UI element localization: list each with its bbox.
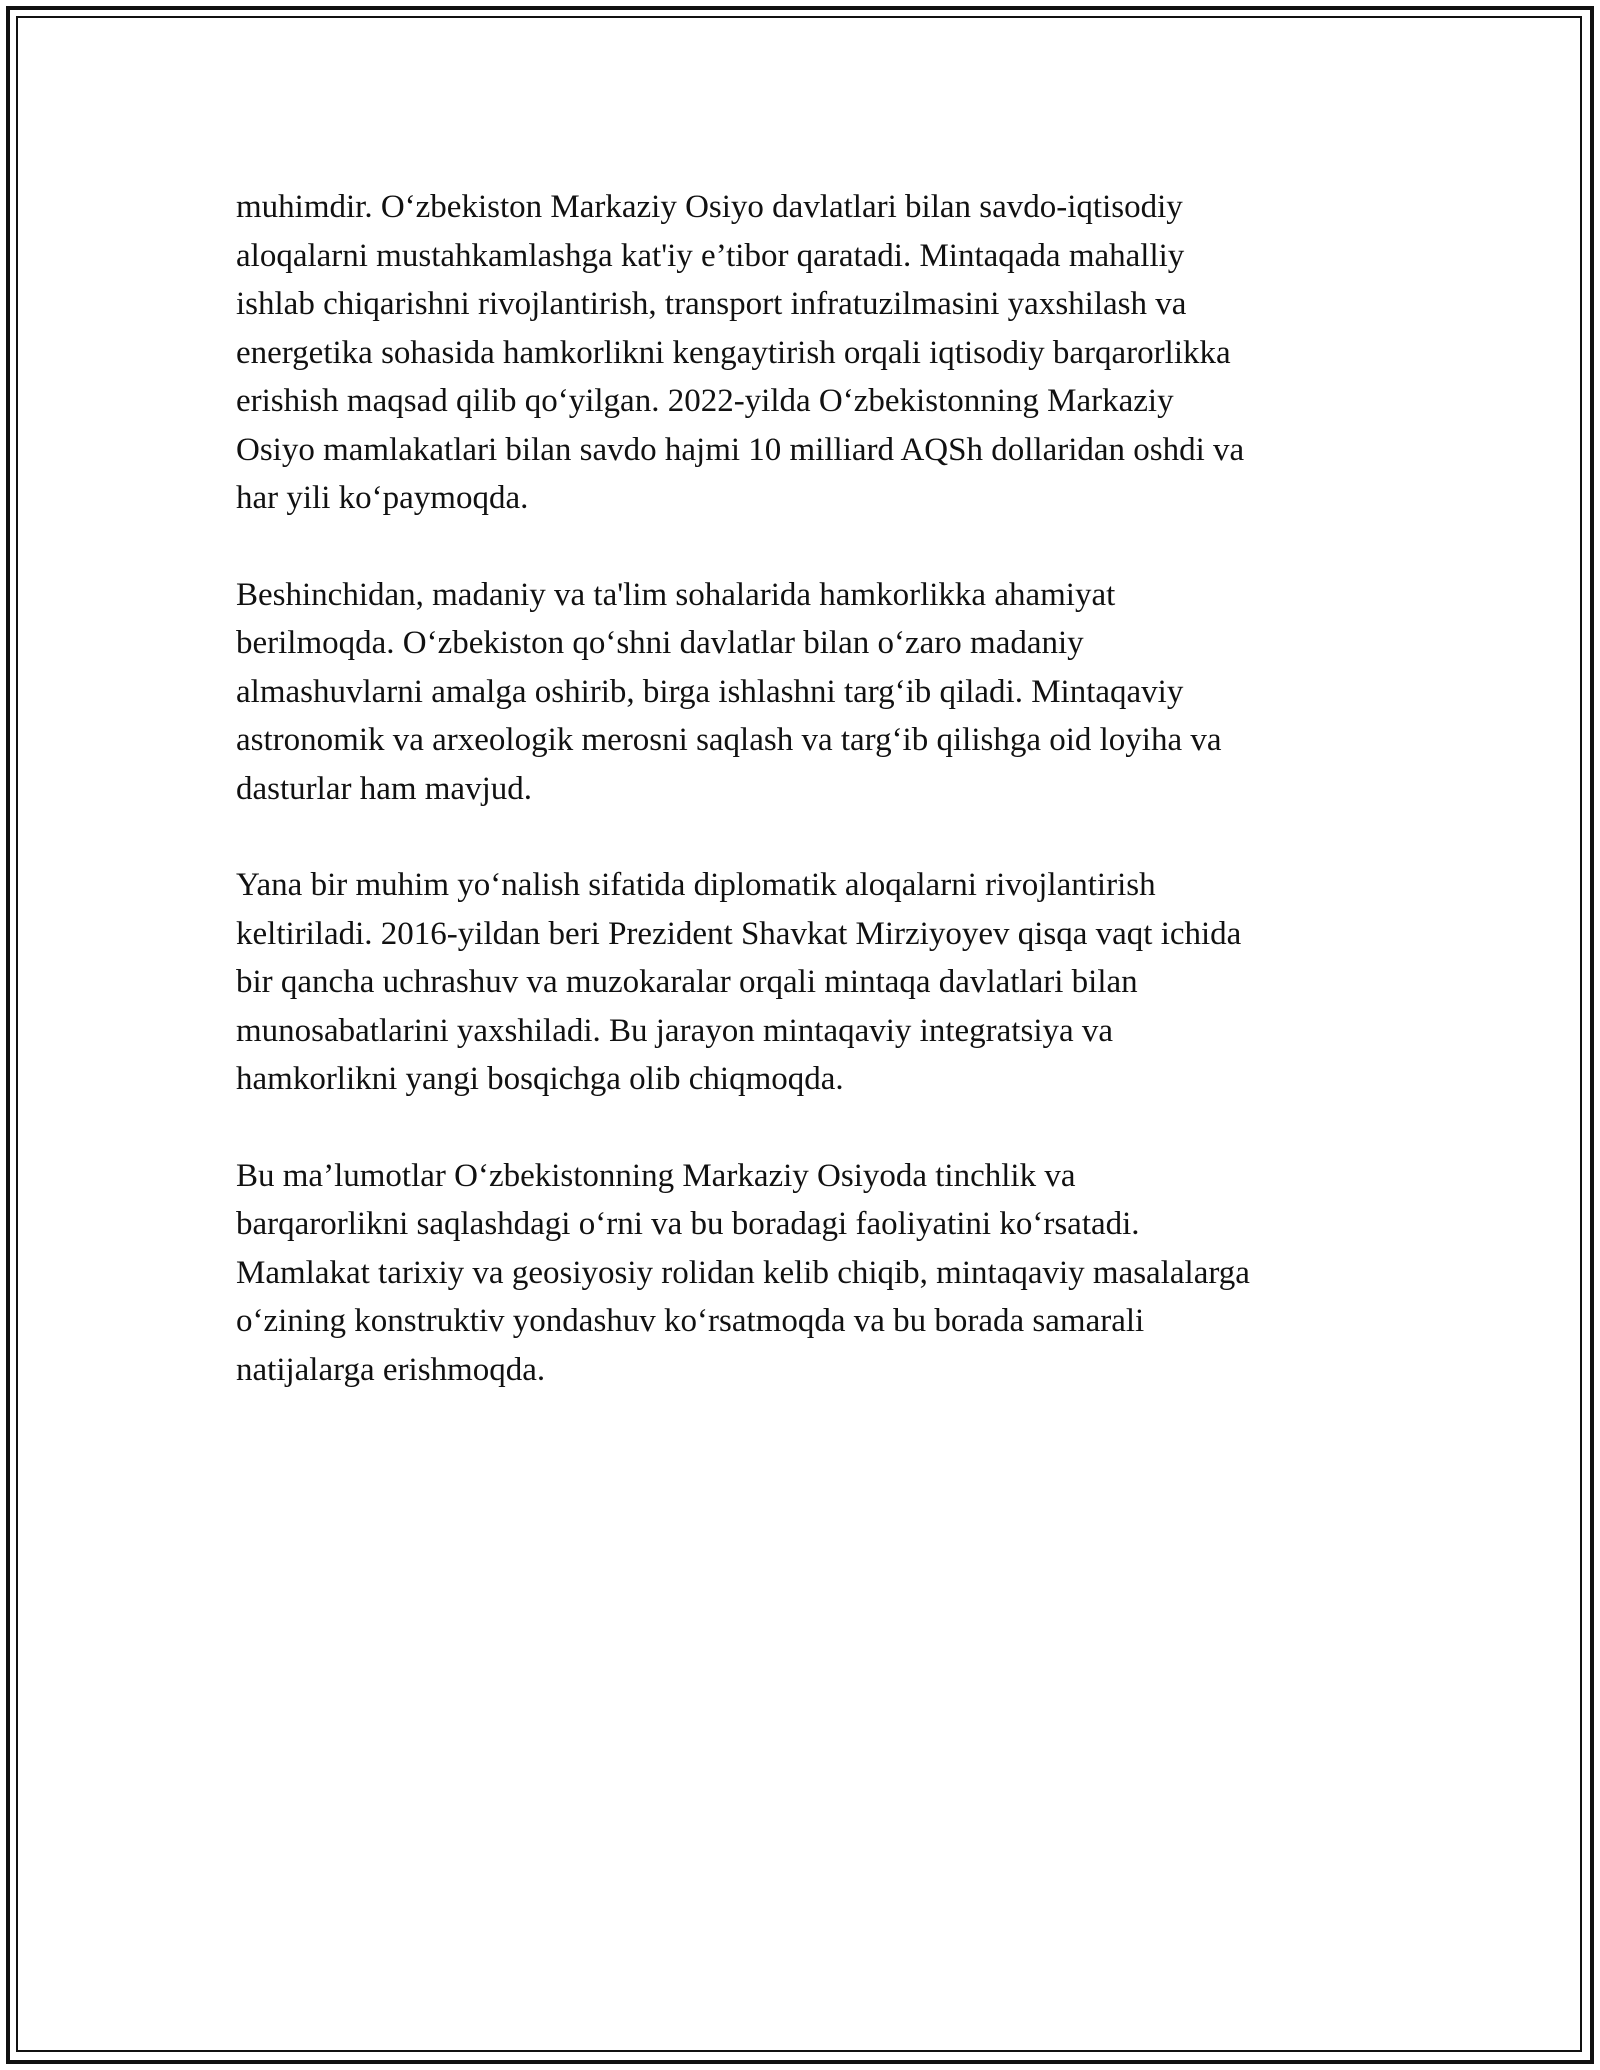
paragraph-trade-cooperation: muhimdir. O‘zbekiston Markaziy Osiyo davlatlari bilan savdo-iqtisodiy aloqalarni mustahkamlashga kat'iy e’tibor qaratadi. Mintaqada mahalliy ishlab chiqarishni rivojlantirish, transport infratuzilmasini yaxshilash va energetika sohasida hamkorlikni kengaytirish orqali iqtisodiy barqarorlikka erishish maqsad qilib qo‘yilgan. 2022-yilda O‘zbekistonning Markaziy Osiyo mamlakatlari bilan savdo hajmi 10 milliard AQSh dollaridan oshdi va har yili ko‘paymoqda.: [236, 189, 1245, 516]
document-body: [236, 183, 1376, 1442]
paragraph-diplomatic-relations: Yana bir muhim yo‘nalish sifatida diplomatik aloqalarni rivojlantirish keltiriladi. 2016-yildan beri Prezident Shavkat Mirziyoyev qisqa vaqt ichida bir qancha uchrashuv va muzokaralar orqali mintaqa davlatlari bilan munosabatlarini yaxshiladi. Bu jarayon mintaqaviy integratsiya va hamkorlikni yangi bosqichga olib chiqmoqda.: [236, 867, 1242, 1097]
paragraph-cultural-education-cooperation: Beshinchidan, madaniy va ta'lim sohalarida hamkorlikka ahamiyat berilmoqda. O‘zbekiston qo‘shni davlatlar bilan o‘zaro madaniy almashuvlarni amalga oshirib, birga ishlashni targ‘ib qiladi. Mintaqaviy astronomik va arxeologik merosni saqlash va targ‘ib qilishga oid loyiha va dasturlar ham mavjud.: [236, 576, 1222, 807]
paragraph-conclusion: Bu ma’lumotlar O‘zbekistonning Markaziy Osiyoda tinchlik va barqarorlikni saqlashdagi o‘rni va bu boradagi faoliyatini ko‘rsatadi. Mamlakat tarixiy va geosiyosiy rolidan kelib chiqib, mintaqaviy masalalarga o‘zining konstruktiv yondashuv ko‘rsatmoqda va bu borada samarali natijalarga erishmoqda.: [236, 1157, 1250, 1388]
